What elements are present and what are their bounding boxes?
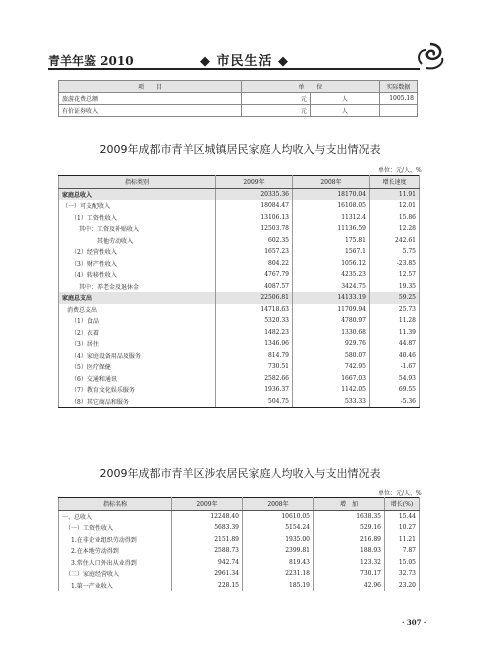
table-row xyxy=(59,338,420,350)
name-cell: 家庭总收入 xyxy=(59,188,216,200)
table-header-row xyxy=(59,176,420,189)
book-title: 青羊年鉴 2010 xyxy=(48,54,134,68)
name-cell: 其他劳动收入 xyxy=(59,235,216,247)
column-header: 2008年 xyxy=(293,176,370,189)
value-2009-cell: 814.79 xyxy=(216,350,293,362)
unit-cell: 元 xyxy=(242,105,311,117)
table1-title: 2009年成都市青羊区城镇居民家庭人均收入与支出情况表 xyxy=(99,143,381,156)
growth-cell: -1.67 xyxy=(370,361,420,373)
growth-cell: 40.46 xyxy=(370,350,420,362)
increase-cell: 123.32 xyxy=(314,557,385,569)
column-header: 增 加 xyxy=(314,498,385,511)
value-2009-cell: 2588.73 xyxy=(172,545,243,557)
increase-cell: 216.89 xyxy=(314,534,385,546)
increase-cell: 188.93 xyxy=(314,545,385,557)
growth-cell: -5.36 xyxy=(370,396,420,408)
value-2008-cell: 1667.03 xyxy=(293,373,370,385)
value-2008-cell: 11312.4 xyxy=(293,212,370,224)
unit-cell: 人 xyxy=(310,93,379,105)
column-header: 增长(%) xyxy=(385,498,420,511)
value-2008-cell: 4235.23 xyxy=(293,269,370,281)
table-row xyxy=(59,361,420,373)
value-2008-cell: 1142.05 xyxy=(293,384,370,396)
value-2009-cell: 2151.89 xyxy=(172,534,243,546)
table-row xyxy=(59,93,418,105)
growth-cell: 19.35 xyxy=(370,281,420,293)
name-cell: （4）家庭设备用品及服务 xyxy=(59,350,216,362)
growth-cell: 10.27 xyxy=(385,522,420,534)
table1-unit-note: 单位：元/人、% xyxy=(378,167,422,174)
value-2008-cell: 1567.1 xyxy=(293,246,370,258)
value-2008-cell: 16108.05 xyxy=(293,200,370,212)
value-2008-cell: 175.81 xyxy=(293,235,370,247)
name-cell: （8）其它商品和服务 xyxy=(59,396,216,408)
growth-cell: 69.55 xyxy=(370,384,420,396)
growth-cell: -23.85 xyxy=(370,258,420,270)
value-2009-cell: 804.22 xyxy=(216,258,293,270)
unit-cell: 人 xyxy=(310,105,379,117)
table-row xyxy=(59,315,420,327)
column-header: 2008年 xyxy=(243,498,314,511)
growth-cell: 7.87 xyxy=(385,545,420,557)
page-header xyxy=(0,0,480,74)
table-row xyxy=(59,188,420,200)
name-cell: 3.常住人口外出从业得到 xyxy=(59,557,172,569)
table-row xyxy=(59,373,420,385)
value-2009-cell: 18084.47 xyxy=(216,200,293,212)
value-2009-cell: 12248.40 xyxy=(172,510,243,522)
growth-cell: 15.86 xyxy=(370,212,420,224)
value-2009-cell: 228.15 xyxy=(172,580,243,592)
table-header-row xyxy=(59,81,418,93)
item-cell: 有价证券收入 xyxy=(59,105,242,117)
growth-cell: 12.28 xyxy=(370,223,420,235)
top-table xyxy=(58,80,418,117)
table2-unit-note: 单位：元/人、% xyxy=(378,490,422,497)
table-row xyxy=(59,235,420,247)
table-row xyxy=(59,545,420,557)
growth-cell: 32.73 xyxy=(385,568,420,580)
name-cell: （7）教育文化娱乐服务 xyxy=(59,384,216,396)
value-2009-cell: 504.75 xyxy=(216,396,293,408)
table-row xyxy=(59,522,420,534)
page-number: · 307 · xyxy=(402,618,427,627)
table2-title: 2009年成都市青羊区涉农居民家庭人均收入与支出情况表 xyxy=(99,467,381,480)
increase-cell: 529.16 xyxy=(314,522,385,534)
growth-cell: 5.75 xyxy=(370,246,420,258)
growth-cell: 11.91 xyxy=(370,188,420,200)
column-header: 2009年 xyxy=(216,176,293,189)
table-header-row xyxy=(59,498,420,511)
growth-cell: 11.39 xyxy=(370,327,420,339)
growth-cell: 15.05 xyxy=(385,557,420,569)
growth-cell: 54.93 xyxy=(370,373,420,385)
name-cell: 家庭总支出 xyxy=(59,292,216,304)
name-cell: （1）食品 xyxy=(59,315,216,327)
value-2008-cell: 819.43 xyxy=(243,557,314,569)
value-2009-cell: 1936.37 xyxy=(216,384,293,396)
name-cell: （5）医疗保健 xyxy=(59,361,216,373)
table-row xyxy=(59,580,420,592)
name-cell: 一、总收入 xyxy=(59,510,172,522)
value-2008-cell: 580.07 xyxy=(293,350,370,362)
value-2009-cell: 5320.33 xyxy=(216,315,293,327)
table-row xyxy=(59,384,420,396)
name-cell: 其中：工资及补贴收入 xyxy=(59,223,216,235)
name-cell: （2）经营性收入 xyxy=(59,246,216,258)
name-cell: （二）家庭经营收入 xyxy=(59,568,172,580)
name-cell: （3）财产性收入 xyxy=(59,258,216,270)
table-row xyxy=(59,281,420,293)
value-2008-cell: 2399.81 xyxy=(243,545,314,557)
name-cell: （一）工资性收入 xyxy=(59,522,172,534)
value-2009-cell: 12503.78 xyxy=(216,223,293,235)
value-cell xyxy=(379,105,417,117)
value-2009-cell: 5683.39 xyxy=(172,522,243,534)
section-title: ◆ 市民生活 ◆ xyxy=(200,54,290,69)
name-cell: （4）转移性收入 xyxy=(59,269,216,281)
column-header: 单 位 xyxy=(242,81,380,93)
value-2008-cell: 10610.05 xyxy=(243,510,314,522)
table-row xyxy=(59,327,420,339)
increase-cell: 730.17 xyxy=(314,568,385,580)
value-2009-cell: 1346.96 xyxy=(216,338,293,350)
value-2009-cell: 2961.34 xyxy=(172,568,243,580)
value-2008-cell: 929.76 xyxy=(293,338,370,350)
column-header: 指标名称 xyxy=(59,498,172,511)
table1 xyxy=(58,175,420,408)
value-2009-cell: 4087.57 xyxy=(216,281,293,293)
growth-cell: 44.87 xyxy=(370,338,420,350)
name-cell: （2）衣着 xyxy=(59,327,216,339)
value-2009-cell: 602.35 xyxy=(216,235,293,247)
growth-cell: 12.57 xyxy=(370,269,420,281)
value-2008-cell: 2231.18 xyxy=(243,568,314,580)
table-row xyxy=(59,258,420,270)
table-row xyxy=(59,105,418,117)
value-2008-cell: 533.33 xyxy=(293,396,370,408)
value-2008-cell: 1056.12 xyxy=(293,258,370,270)
value-2009-cell: 1657.23 xyxy=(216,246,293,258)
table-row xyxy=(59,246,420,258)
column-header: 实际数据 xyxy=(379,81,417,93)
column-header: 2009年 xyxy=(172,498,243,511)
name-cell: （3）居住 xyxy=(59,338,216,350)
table-row xyxy=(59,269,420,281)
table-row xyxy=(59,212,420,224)
growth-cell: 12.01 xyxy=(370,200,420,212)
growth-cell: 15.44 xyxy=(385,510,420,522)
item-cell: 旅游花费总额 xyxy=(59,93,242,105)
value-2008-cell: 18170.04 xyxy=(293,188,370,200)
swirl-logo-icon xyxy=(412,38,448,74)
value-2008-cell: 14133.19 xyxy=(293,292,370,304)
name-cell: （1）工资性收入 xyxy=(59,212,216,224)
table-row xyxy=(59,396,420,408)
column-header: 指标类别 xyxy=(59,176,216,189)
growth-cell: 59.25 xyxy=(370,292,420,304)
increase-cell: 42.96 xyxy=(314,580,385,592)
value-2008-cell: 3424.75 xyxy=(293,281,370,293)
growth-cell: 242.61 xyxy=(370,235,420,247)
column-header: 项 目 xyxy=(59,81,242,93)
name-cell: （一）可支配收入 xyxy=(59,200,216,212)
table-row xyxy=(59,350,420,362)
name-cell: 消费总支出 xyxy=(59,304,216,316)
value-cell: 1005.18 xyxy=(379,93,417,105)
value-2008-cell: 11136.59 xyxy=(293,223,370,235)
table-row xyxy=(59,304,420,316)
value-2009-cell: 20335.36 xyxy=(216,188,293,200)
table-row xyxy=(59,292,420,304)
value-2008-cell: 11709.94 xyxy=(293,304,370,316)
name-cell: 2.在本地劳动得到 xyxy=(59,545,172,557)
growth-cell: 11.21 xyxy=(385,534,420,546)
name-cell: 1.第一产业收入 xyxy=(59,580,172,592)
unit-cell: 元 xyxy=(242,93,311,105)
name-cell: （6）交通和通讯 xyxy=(59,373,216,385)
increase-cell: 1638.35 xyxy=(314,510,385,522)
value-2009-cell: 730.51 xyxy=(216,361,293,373)
value-2008-cell: 742.95 xyxy=(293,361,370,373)
column-header: 增长速度 xyxy=(370,176,420,189)
value-2009-cell: 942.74 xyxy=(172,557,243,569)
value-2009-cell: 2582.66 xyxy=(216,373,293,385)
value-2008-cell: 1935.00 xyxy=(243,534,314,546)
growth-cell: 11.28 xyxy=(370,315,420,327)
name-cell: 1.在非企业组织劳动得到 xyxy=(59,534,172,546)
value-2009-cell: 4767.79 xyxy=(216,269,293,281)
growth-cell: 23.20 xyxy=(385,580,420,592)
table-row xyxy=(59,223,420,235)
table-row xyxy=(59,510,420,522)
table-row xyxy=(59,534,420,546)
value-2008-cell: 4780.97 xyxy=(293,315,370,327)
value-2008-cell: 185.19 xyxy=(243,580,314,592)
value-2009-cell: 22506.81 xyxy=(216,292,293,304)
name-cell: 其中：养老金及退休金 xyxy=(59,281,216,293)
table-row xyxy=(59,568,420,580)
value-2009-cell: 1482.23 xyxy=(216,327,293,339)
value-2008-cell: 1330.68 xyxy=(293,327,370,339)
value-2009-cell: 13106.13 xyxy=(216,212,293,224)
table2 xyxy=(58,497,420,591)
value-2008-cell: 5154.24 xyxy=(243,522,314,534)
table-row xyxy=(59,200,420,212)
table-row xyxy=(59,557,420,569)
growth-cell: 25.73 xyxy=(370,304,420,316)
value-2009-cell: 14718.63 xyxy=(216,304,293,316)
header-rule xyxy=(48,68,420,70)
